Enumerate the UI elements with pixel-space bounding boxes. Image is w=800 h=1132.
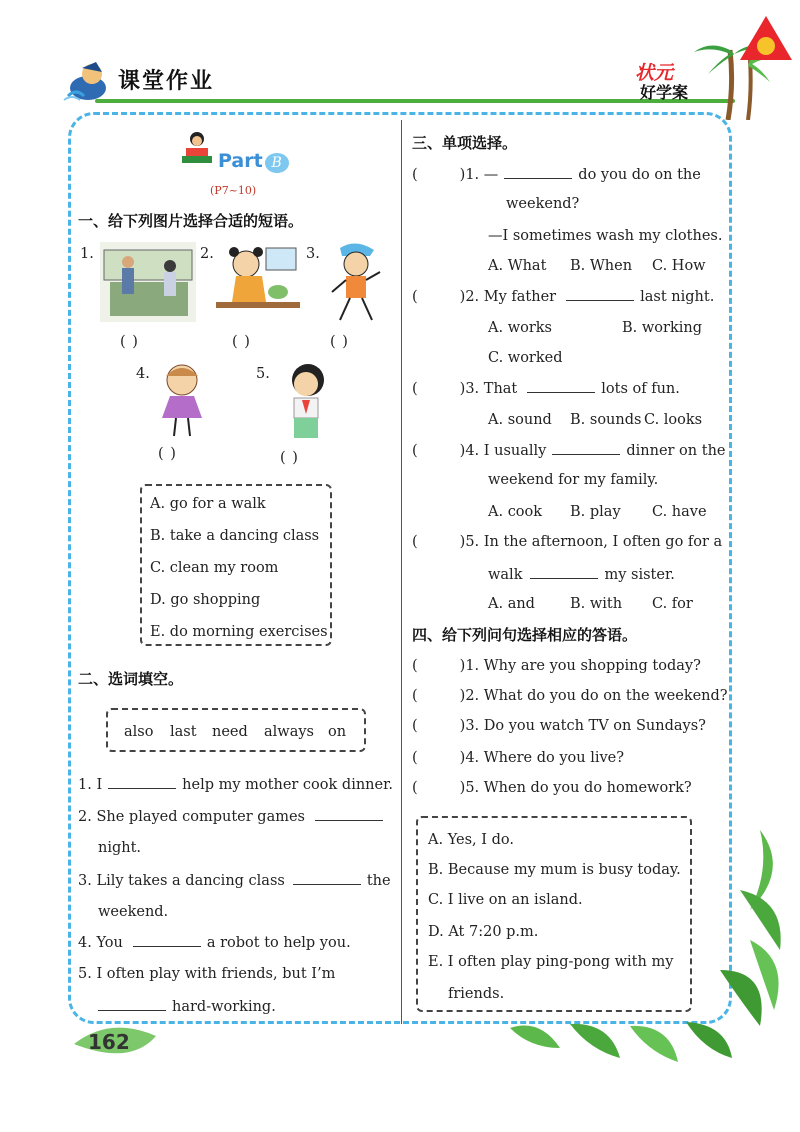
answer-paren-2[interactable]: ( ) xyxy=(232,334,251,350)
answer-option: B. Because my mum is busy today. xyxy=(428,862,681,878)
section4-title: 四、给下列问句选择相应的答语。 xyxy=(412,626,638,644)
mc-option[interactable]: B. sounds xyxy=(570,412,642,428)
blank-field[interactable] xyxy=(315,806,383,821)
answer-paren-4[interactable]: ( ) xyxy=(158,446,177,462)
mc-option[interactable]: B. working xyxy=(622,320,702,336)
brand-emblem-icon xyxy=(738,14,794,62)
answer-paren[interactable]: ( xyxy=(412,443,418,459)
answer-option: C. I live on an island. xyxy=(428,892,583,908)
mc-q2: ( )2. My father last night. xyxy=(412,286,714,307)
mc-q1-line3: —I sometimes wash my clothes. xyxy=(488,228,723,244)
mc-q4-line2: weekend for my family. xyxy=(488,472,659,488)
answer-paren[interactable]: ( xyxy=(412,780,418,796)
mc-option[interactable]: B. When xyxy=(570,258,633,274)
mc-option[interactable]: C. for xyxy=(652,596,693,612)
word-bank-word: need xyxy=(212,724,248,740)
mc-q5-line2: walk my sister. xyxy=(488,564,675,585)
word-bank-word: always xyxy=(264,724,314,740)
part-heading xyxy=(218,150,289,173)
mc-option[interactable]: C. have xyxy=(652,504,707,520)
mc-option[interactable]: B. with xyxy=(570,596,623,612)
answer-paren[interactable]: ( xyxy=(412,688,418,704)
match-question-4: ( )4. Where do you live? xyxy=(412,750,625,766)
mc-option[interactable]: A. What xyxy=(488,258,547,274)
part-label: Part xyxy=(218,150,263,172)
page-number: 162 xyxy=(88,1030,130,1054)
mc-q1-line2: weekend? xyxy=(506,196,580,212)
header-line xyxy=(95,99,735,103)
mc-option[interactable]: A. cook xyxy=(488,504,543,520)
mc-option[interactable]: A. and xyxy=(488,596,535,612)
pic-number-3: 3. xyxy=(306,246,320,262)
mc-q4: ( )4. I usually dinner on the xyxy=(412,440,726,461)
answer-paren-3[interactable]: ( ) xyxy=(330,334,349,350)
fill-item-5-cont: hard-working. xyxy=(98,996,276,1017)
picture-walking-kid xyxy=(272,360,336,442)
mc-q1: ( )1. — do you do on the xyxy=(412,164,701,185)
blank-field[interactable] xyxy=(566,286,634,301)
picture-shopping xyxy=(100,242,196,322)
answer-paren[interactable]: ( xyxy=(412,658,418,674)
blank-field[interactable] xyxy=(98,996,166,1011)
bottom-leaves-icon xyxy=(500,1018,740,1068)
answer-paren[interactable]: ( xyxy=(412,718,418,734)
phrase-option: C. clean my room xyxy=(150,560,279,576)
answer-paren-1[interactable]: ( ) xyxy=(120,334,139,350)
leaves-decoration-icon xyxy=(690,830,790,1030)
brand-logo-bottom: 好学案 xyxy=(640,83,689,102)
fill-item-1: 1. I help my mother cook dinner. xyxy=(78,774,393,795)
word-bank-word: also xyxy=(124,724,154,740)
header-title: 课堂作业 xyxy=(118,69,215,94)
fill-item-2: 2. She played computer games xyxy=(78,806,389,827)
mc-option[interactable]: B. play xyxy=(570,504,621,520)
word-bank-word: last xyxy=(170,724,197,740)
answer-paren[interactable]: ( xyxy=(412,750,418,766)
section2-title: 二、选词填空。 xyxy=(78,670,184,688)
brand-logo-top: 状元 xyxy=(635,62,674,84)
answer-paren-5[interactable]: ( ) xyxy=(280,450,299,466)
fill-item-3: 3. Lily takes a dancing class the xyxy=(78,870,391,891)
fill-item-2-cont: night. xyxy=(98,840,142,856)
blank-field[interactable] xyxy=(108,774,176,789)
phrase-option: B. take a dancing class xyxy=(150,528,320,544)
blank-field[interactable] xyxy=(133,932,201,947)
picture-morning-exercise xyxy=(326,240,386,328)
mc-option[interactable]: C. How xyxy=(652,258,706,274)
pic-number-2: 2. xyxy=(200,246,214,262)
page-range: (P7~10) xyxy=(210,184,257,197)
mc-option[interactable]: C. worked xyxy=(488,350,563,366)
reading-boy-icon xyxy=(180,130,214,166)
phrase-option: A. go for a walk xyxy=(150,496,266,512)
pic-number-5: 5. xyxy=(256,366,270,382)
answer-paren[interactable]: ( xyxy=(412,381,418,397)
mc-q5: ( )5. In the afternoon, I often go for a xyxy=(412,534,723,550)
blank-field[interactable] xyxy=(552,440,620,455)
answer-option: D. At 7:20 p.m. xyxy=(428,924,539,940)
pic-number-1: 1. xyxy=(80,246,94,262)
mc-option[interactable]: C. looks xyxy=(644,412,703,428)
match-question-5: ( )5. When do you do homework? xyxy=(412,780,692,796)
pic-number-4: 4. xyxy=(136,366,150,382)
fill-item-5: 5. I often play with friends, but I’m xyxy=(78,966,336,982)
column-divider xyxy=(401,120,402,1024)
match-question-2: ( )2. What do you do on the weekend? xyxy=(412,688,728,704)
answer-paren[interactable]: ( xyxy=(412,534,418,550)
fill-item-3-cont: weekend. xyxy=(98,904,169,920)
part-letter-badge: B xyxy=(265,153,289,173)
answer-option: E. I often play ping-pong with my xyxy=(428,954,674,970)
mc-q3: ( )3. That lots of fun. xyxy=(412,378,680,399)
match-question-3: ( )3. Do you watch TV on Sundays? xyxy=(412,718,706,734)
answer-paren[interactable]: ( xyxy=(412,167,418,183)
picture-cleaning-room xyxy=(216,240,300,326)
mc-option[interactable]: A. sound xyxy=(488,412,552,428)
phrase-option: D. go shopping xyxy=(150,592,261,608)
mc-option[interactable]: A. works xyxy=(488,320,552,336)
answer-option: A. Yes, I do. xyxy=(428,832,514,848)
match-question-1: ( )1. Why are you shopping today? xyxy=(412,658,701,674)
blank-field[interactable] xyxy=(504,164,572,179)
section3-title: 三、单项选择。 xyxy=(412,134,518,152)
phrase-option: E. do morning exercises xyxy=(150,624,328,640)
answer-option-cont: friends. xyxy=(448,986,505,1002)
blank-field[interactable] xyxy=(293,870,361,885)
section1-title: 一、给下列图片选择合适的短语。 xyxy=(78,212,304,230)
blank-field[interactable] xyxy=(527,378,595,393)
picture-dancing-girl xyxy=(150,362,214,438)
fill-item-4: 4. You a robot to help you. xyxy=(78,932,351,953)
word-bank-word: on xyxy=(328,724,347,740)
blank-field[interactable] xyxy=(530,564,598,579)
answer-paren[interactable]: ( xyxy=(412,289,418,305)
